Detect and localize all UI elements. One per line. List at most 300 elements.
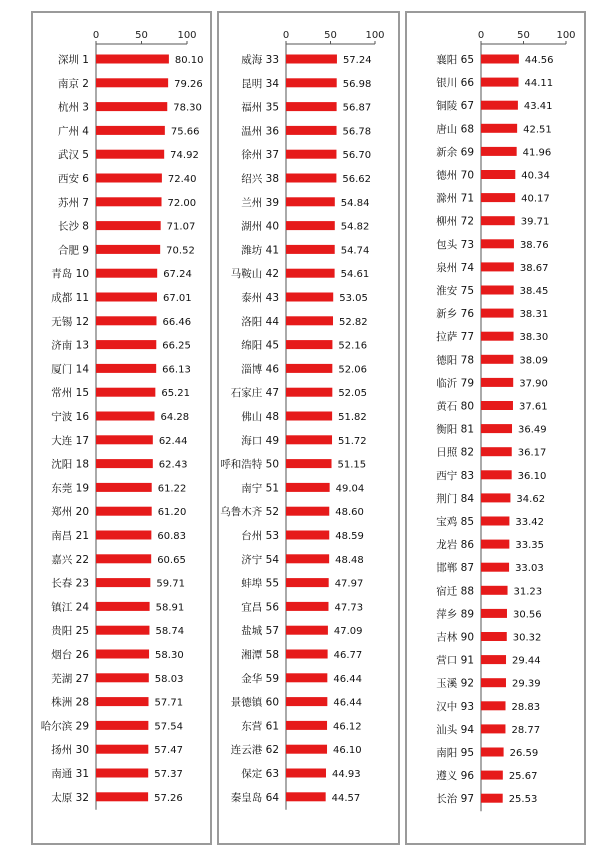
- category-label: 乌鲁木齐 52: [220, 506, 279, 519]
- category-label: 镇江 24: [51, 601, 89, 614]
- value-label: 42.51: [523, 124, 552, 136]
- value-label: 60.65: [157, 554, 186, 566]
- value-label: 64.28: [160, 412, 190, 423]
- bar: [286, 388, 332, 397]
- bar: [96, 340, 156, 349]
- bar: [481, 771, 503, 780]
- category-label: 潍坊 41: [241, 244, 279, 257]
- value-label: 67.01: [162, 293, 192, 304]
- value-label: 48.60: [335, 507, 364, 519]
- value-label: 58.03: [154, 673, 184, 685]
- bar: [286, 150, 336, 159]
- value-label: 74.92: [170, 150, 199, 162]
- value-label: 78.30: [173, 102, 202, 114]
- value-label: 44.56: [524, 55, 554, 66]
- bar: [286, 626, 328, 635]
- category-label: 佛山 48: [241, 411, 279, 423]
- x-tick-label: 50: [324, 30, 337, 41]
- value-label: 44.11: [524, 78, 554, 90]
- category-label: 郑州 20: [51, 506, 89, 519]
- value-label: 46.77: [333, 650, 363, 661]
- bar: [481, 447, 512, 456]
- value-label: 39.71: [520, 216, 550, 228]
- category-label: 包头 73: [436, 238, 474, 251]
- category-label: 日照 82: [436, 446, 474, 459]
- category-label: 深圳 1: [57, 54, 89, 66]
- value-label: 47.73: [334, 602, 364, 614]
- category-label: 常州 15: [51, 387, 89, 400]
- x-tick-label: 100: [177, 30, 197, 41]
- category-label: 绵阳 45: [241, 339, 279, 352]
- category-label: 宝鸡 85: [436, 516, 474, 528]
- category-label: 沈阳 18: [51, 458, 89, 471]
- category-label: 昆明 34: [241, 77, 279, 90]
- bar: [96, 745, 148, 754]
- value-label: 38.67: [519, 262, 549, 274]
- bar: [286, 269, 335, 278]
- bar: [96, 435, 153, 444]
- x-tick-label: 0: [477, 30, 485, 41]
- value-label: 46.44: [333, 697, 362, 709]
- bar: [286, 221, 335, 230]
- value-label: 67.24: [163, 269, 192, 281]
- category-label: 拉萨 77: [436, 331, 474, 344]
- bar: [96, 197, 162, 206]
- category-label: 唐山 68: [436, 123, 474, 136]
- value-label: 57.47: [154, 745, 183, 757]
- x-tick-label: 0: [282, 30, 290, 41]
- category-label: 泉州 74: [436, 261, 474, 274]
- category-label: 海口 49: [241, 434, 279, 447]
- category-label: 龙岩 86: [436, 539, 474, 552]
- bar: [96, 769, 148, 778]
- value-label: 38.45: [519, 286, 549, 297]
- category-label: 衡阳 81: [436, 423, 474, 436]
- value-label: 80.10: [174, 55, 204, 66]
- bar: [286, 578, 329, 587]
- category-label: 吉林 90: [436, 631, 474, 644]
- value-label: 58.74: [155, 626, 185, 638]
- category-label: 广州 4: [57, 125, 89, 138]
- bar: [286, 55, 337, 64]
- category-label: 南宁 51: [241, 482, 279, 495]
- bar: [96, 626, 149, 635]
- category-label: 苏州 7: [57, 196, 89, 209]
- category-label: 汕头 94: [436, 723, 474, 736]
- category-label: 银川 66: [436, 77, 474, 90]
- category-label: 遵义 96: [436, 770, 474, 783]
- bar: [481, 678, 506, 687]
- bar: [481, 701, 506, 710]
- value-label: 25.53: [508, 794, 538, 806]
- value-label: 33.35: [515, 540, 544, 552]
- chart-panel-2: [218, 12, 399, 844]
- category-label: 景德镇 60: [230, 696, 279, 709]
- category-label: 营口 91: [436, 654, 474, 667]
- value-label: 56.62: [342, 174, 372, 185]
- bar: [286, 554, 329, 563]
- bar: [481, 586, 508, 595]
- value-label: 57.37: [154, 769, 183, 780]
- bar: [286, 412, 332, 421]
- value-label: 56.98: [342, 78, 372, 90]
- category-label: 合肥 9: [57, 244, 89, 257]
- value-label: 53.05: [339, 293, 368, 304]
- bar: [481, 517, 509, 526]
- value-label: 26.59: [509, 748, 539, 759]
- value-label: 38.76: [519, 239, 549, 251]
- category-label: 兰州 39: [241, 196, 279, 209]
- value-label: 36.17: [517, 447, 547, 459]
- value-label: 61.22: [157, 483, 187, 495]
- bar: [286, 650, 328, 659]
- category-label: 马鞍山 42: [230, 268, 279, 281]
- value-label: 75.66: [170, 126, 200, 138]
- category-label: 盐城 57: [241, 625, 279, 638]
- category-label: 荆门 84: [436, 492, 474, 505]
- value-label: 47.97: [334, 578, 364, 590]
- value-label: 37.90: [519, 378, 548, 390]
- bar: [481, 424, 512, 433]
- value-label: 48.59: [335, 531, 364, 542]
- value-label: 57.24: [342, 55, 372, 66]
- bar: [96, 554, 151, 563]
- bar: [96, 578, 150, 587]
- bar: [481, 309, 514, 318]
- x-tick-label: 50: [517, 30, 530, 41]
- bar: [481, 239, 514, 248]
- category-label: 烟台 26: [51, 649, 89, 661]
- bar: [286, 697, 327, 706]
- value-label: 51.82: [338, 412, 367, 423]
- bar: [286, 197, 335, 206]
- bar: [481, 216, 515, 225]
- value-label: 57.71: [154, 697, 184, 709]
- value-label: 33.42: [515, 517, 545, 528]
- bar: [286, 745, 327, 754]
- value-label: 28.77: [511, 724, 541, 736]
- value-label: 62.44: [158, 435, 188, 447]
- category-label: 德阳 78: [436, 354, 474, 367]
- bar: [481, 332, 514, 341]
- category-label: 保定 63: [241, 768, 279, 780]
- bar: [481, 493, 510, 502]
- bar: [286, 364, 332, 373]
- bar: [481, 401, 513, 410]
- bar: [96, 174, 162, 183]
- category-label: 滁州 71: [436, 192, 474, 205]
- value-label: 52.05: [338, 388, 367, 400]
- bar: [286, 673, 327, 682]
- value-label: 51.72: [338, 435, 367, 447]
- category-label: 芜湖 27: [51, 672, 89, 685]
- value-label: 25.67: [508, 771, 538, 783]
- category-label: 徐州 37: [241, 149, 279, 162]
- chart-panel-1: [32, 12, 211, 844]
- category-label: 宁波 16: [51, 411, 89, 423]
- bar: [481, 609, 507, 618]
- value-label: 40.17: [521, 193, 550, 205]
- bar: [96, 721, 148, 730]
- bar: [481, 355, 513, 364]
- value-label: 47.09: [333, 626, 363, 638]
- chart-panel-3: [406, 12, 585, 844]
- bar: [286, 459, 332, 468]
- bar: [96, 221, 161, 230]
- value-label: 52.06: [338, 364, 367, 376]
- bar: [481, 147, 517, 156]
- category-label: 杭州 3: [57, 101, 89, 114]
- category-label: 淮安 75: [436, 285, 474, 297]
- value-label: 65.21: [161, 388, 190, 400]
- category-label: 湘潭 58: [241, 649, 279, 661]
- bar: [481, 78, 518, 87]
- category-label: 邯郸 87: [436, 562, 474, 575]
- bar: [96, 459, 153, 468]
- category-label: 福州 35: [241, 101, 279, 114]
- bar: [96, 388, 155, 397]
- value-label: 33.03: [515, 563, 544, 575]
- category-label: 萍乡 89: [436, 608, 474, 621]
- bar: [286, 340, 332, 349]
- category-label: 西宁 83: [436, 469, 474, 482]
- value-label: 56.87: [342, 102, 372, 114]
- category-label: 贵阳 25: [51, 625, 89, 638]
- bar: [481, 794, 503, 803]
- category-label: 汉中 93: [436, 700, 474, 713]
- bar: [481, 286, 514, 295]
- value-label: 52.82: [339, 316, 368, 328]
- category-label: 济南 13: [51, 339, 89, 352]
- bar: [96, 102, 167, 111]
- bar: [481, 563, 509, 572]
- category-label: 新乡 76: [436, 308, 474, 321]
- category-label: 宜昌 56: [241, 601, 279, 614]
- bar: [96, 697, 149, 706]
- value-label: 44.93: [331, 769, 361, 780]
- value-label: 30.32: [512, 632, 542, 644]
- value-label: 38.30: [519, 332, 549, 344]
- value-label: 46.12: [333, 721, 362, 733]
- value-label: 30.56: [512, 609, 542, 621]
- value-label: 46.44: [333, 673, 362, 685]
- bar: [286, 602, 328, 611]
- value-label: 72.40: [167, 174, 197, 185]
- value-label: 61.20: [157, 507, 187, 519]
- category-label: 株洲 28: [51, 696, 89, 709]
- value-label: 59.71: [156, 578, 185, 590]
- bar: [481, 378, 513, 387]
- bar: [286, 721, 327, 730]
- category-label: 洛阳 44: [241, 315, 279, 328]
- bar: [96, 364, 156, 373]
- category-label: 南通 31: [51, 768, 89, 780]
- value-label: 56.70: [342, 150, 372, 162]
- category-label: 长治 97: [436, 793, 474, 806]
- bar: [481, 124, 517, 133]
- category-label: 淄博 46: [241, 363, 279, 376]
- value-label: 57.26: [154, 792, 183, 804]
- category-label: 金华 59: [241, 672, 279, 685]
- bar: [96, 412, 154, 421]
- bar: [481, 540, 509, 549]
- category-label: 蚌埠 55: [241, 577, 279, 590]
- bar: [481, 748, 504, 757]
- value-label: 36.10: [517, 470, 547, 482]
- x-tick-label: 100: [556, 30, 576, 41]
- value-label: 60.83: [157, 531, 186, 542]
- bar: [96, 507, 152, 516]
- bar: [481, 470, 512, 479]
- category-label: 青岛 10: [51, 268, 89, 281]
- category-label: 东营 61: [241, 720, 279, 733]
- category-label: 大连 17: [51, 434, 89, 447]
- category-label: 嘉兴 22: [51, 553, 89, 566]
- category-label: 泰州 43: [241, 292, 279, 304]
- bar: [286, 126, 337, 135]
- value-label: 54.84: [340, 197, 370, 209]
- bar: [481, 101, 518, 110]
- category-label: 湖州 40: [241, 220, 279, 233]
- value-label: 58.30: [155, 650, 184, 661]
- bar: [286, 245, 335, 254]
- category-label: 黄石 80: [436, 400, 474, 413]
- category-label: 玉溪 92: [436, 677, 474, 690]
- bar: [286, 293, 333, 302]
- category-label: 长春 23: [51, 577, 89, 590]
- category-label: 连云港 62: [230, 744, 279, 757]
- category-label: 武汉 5: [57, 149, 89, 162]
- value-label: 71.07: [166, 221, 196, 233]
- bar: [286, 792, 326, 801]
- value-label: 57.54: [154, 721, 184, 733]
- category-label: 呼和浩特 50: [220, 458, 279, 471]
- value-label: 44.57: [331, 792, 361, 804]
- value-label: 28.83: [511, 701, 541, 713]
- x-tick-label: 50: [135, 30, 148, 41]
- value-label: 66.25: [162, 340, 191, 352]
- category-label: 长沙 8: [57, 220, 89, 233]
- bar: [286, 316, 333, 325]
- value-label: 36.49: [518, 424, 547, 436]
- bar: [96, 126, 165, 135]
- bar: [286, 102, 337, 111]
- category-label: 秦皇岛 64: [230, 791, 279, 804]
- value-label: 34.62: [516, 493, 546, 505]
- bar: [286, 769, 326, 778]
- bar: [481, 193, 515, 202]
- bar: [96, 55, 169, 64]
- category-label: 铜陵 67: [436, 100, 474, 113]
- category-label: 台州 53: [241, 530, 279, 542]
- category-label: 扬州 30: [51, 744, 89, 757]
- bar: [286, 174, 336, 183]
- bar: [96, 78, 168, 87]
- bar: [96, 650, 149, 659]
- bar: [481, 655, 506, 664]
- bar: [286, 507, 329, 516]
- x-tick-label: 100: [365, 30, 385, 41]
- value-label: 52.16: [338, 340, 368, 352]
- category-label: 南阳 95: [436, 747, 474, 759]
- bar: [96, 531, 151, 540]
- value-label: 29.39: [511, 678, 541, 690]
- value-label: 54.61: [340, 269, 370, 281]
- value-label: 66.13: [162, 364, 191, 376]
- value-label: 79.26: [174, 78, 203, 90]
- bar: [481, 170, 515, 179]
- bar: [286, 483, 330, 492]
- value-label: 43.41: [523, 101, 553, 113]
- value-label: 54.82: [340, 221, 370, 233]
- value-label: 54.74: [340, 245, 370, 257]
- bar: [96, 245, 160, 254]
- category-label: 太原 32: [51, 791, 89, 804]
- bar: [96, 602, 150, 611]
- bar: [96, 150, 164, 159]
- category-label: 济宁 54: [241, 553, 279, 566]
- category-label: 新余 69: [436, 146, 474, 159]
- bar: [481, 55, 519, 64]
- value-label: 46.10: [333, 745, 362, 757]
- bar: [96, 316, 156, 325]
- category-label: 襄阳 65: [436, 54, 474, 66]
- bar: [481, 262, 514, 271]
- bar: [481, 632, 507, 641]
- category-label: 石家庄 47: [230, 387, 279, 400]
- bar: [96, 792, 148, 801]
- value-label: 49.04: [335, 483, 365, 495]
- value-label: 48.48: [335, 554, 364, 566]
- value-label: 31.23: [513, 586, 543, 598]
- category-label: 无锡 12: [51, 315, 89, 328]
- category-label: 南昌 21: [51, 530, 89, 542]
- value-label: 38.09: [519, 355, 549, 367]
- category-label: 温州 36: [241, 125, 279, 138]
- value-label: 41.96: [522, 147, 552, 159]
- category-label: 柳州 72: [436, 215, 474, 228]
- category-label: 南京 2: [57, 77, 89, 90]
- category-label: 德州 70: [436, 169, 474, 182]
- category-label: 宿迁 88: [436, 585, 474, 598]
- value-label: 62.43: [158, 459, 188, 471]
- value-label: 29.44: [512, 655, 541, 667]
- value-label: 40.34: [521, 170, 550, 182]
- value-label: 66.46: [162, 316, 192, 328]
- value-label: 72.00: [167, 197, 197, 209]
- value-label: 58.91: [155, 602, 185, 614]
- bar: [96, 673, 149, 682]
- value-label: 70.52: [166, 245, 195, 257]
- bar: [96, 269, 157, 278]
- bar: [481, 724, 505, 733]
- bar: [286, 435, 332, 444]
- category-label: 西安 6: [57, 173, 89, 185]
- category-label: 哈尔滨 29: [40, 720, 89, 733]
- category-label: 临沂 79: [436, 377, 474, 390]
- bar: [286, 531, 329, 540]
- value-label: 38.31: [519, 309, 549, 321]
- value-label: 51.15: [337, 459, 367, 471]
- x-tick-label: 0: [92, 30, 100, 41]
- category-label: 东莞 19: [51, 482, 89, 495]
- category-label: 绍兴 38: [241, 173, 279, 185]
- bar: [286, 78, 337, 87]
- bar: [96, 483, 152, 492]
- value-label: 37.61: [518, 401, 548, 413]
- bar: [96, 293, 157, 302]
- value-label: 56.78: [342, 126, 372, 138]
